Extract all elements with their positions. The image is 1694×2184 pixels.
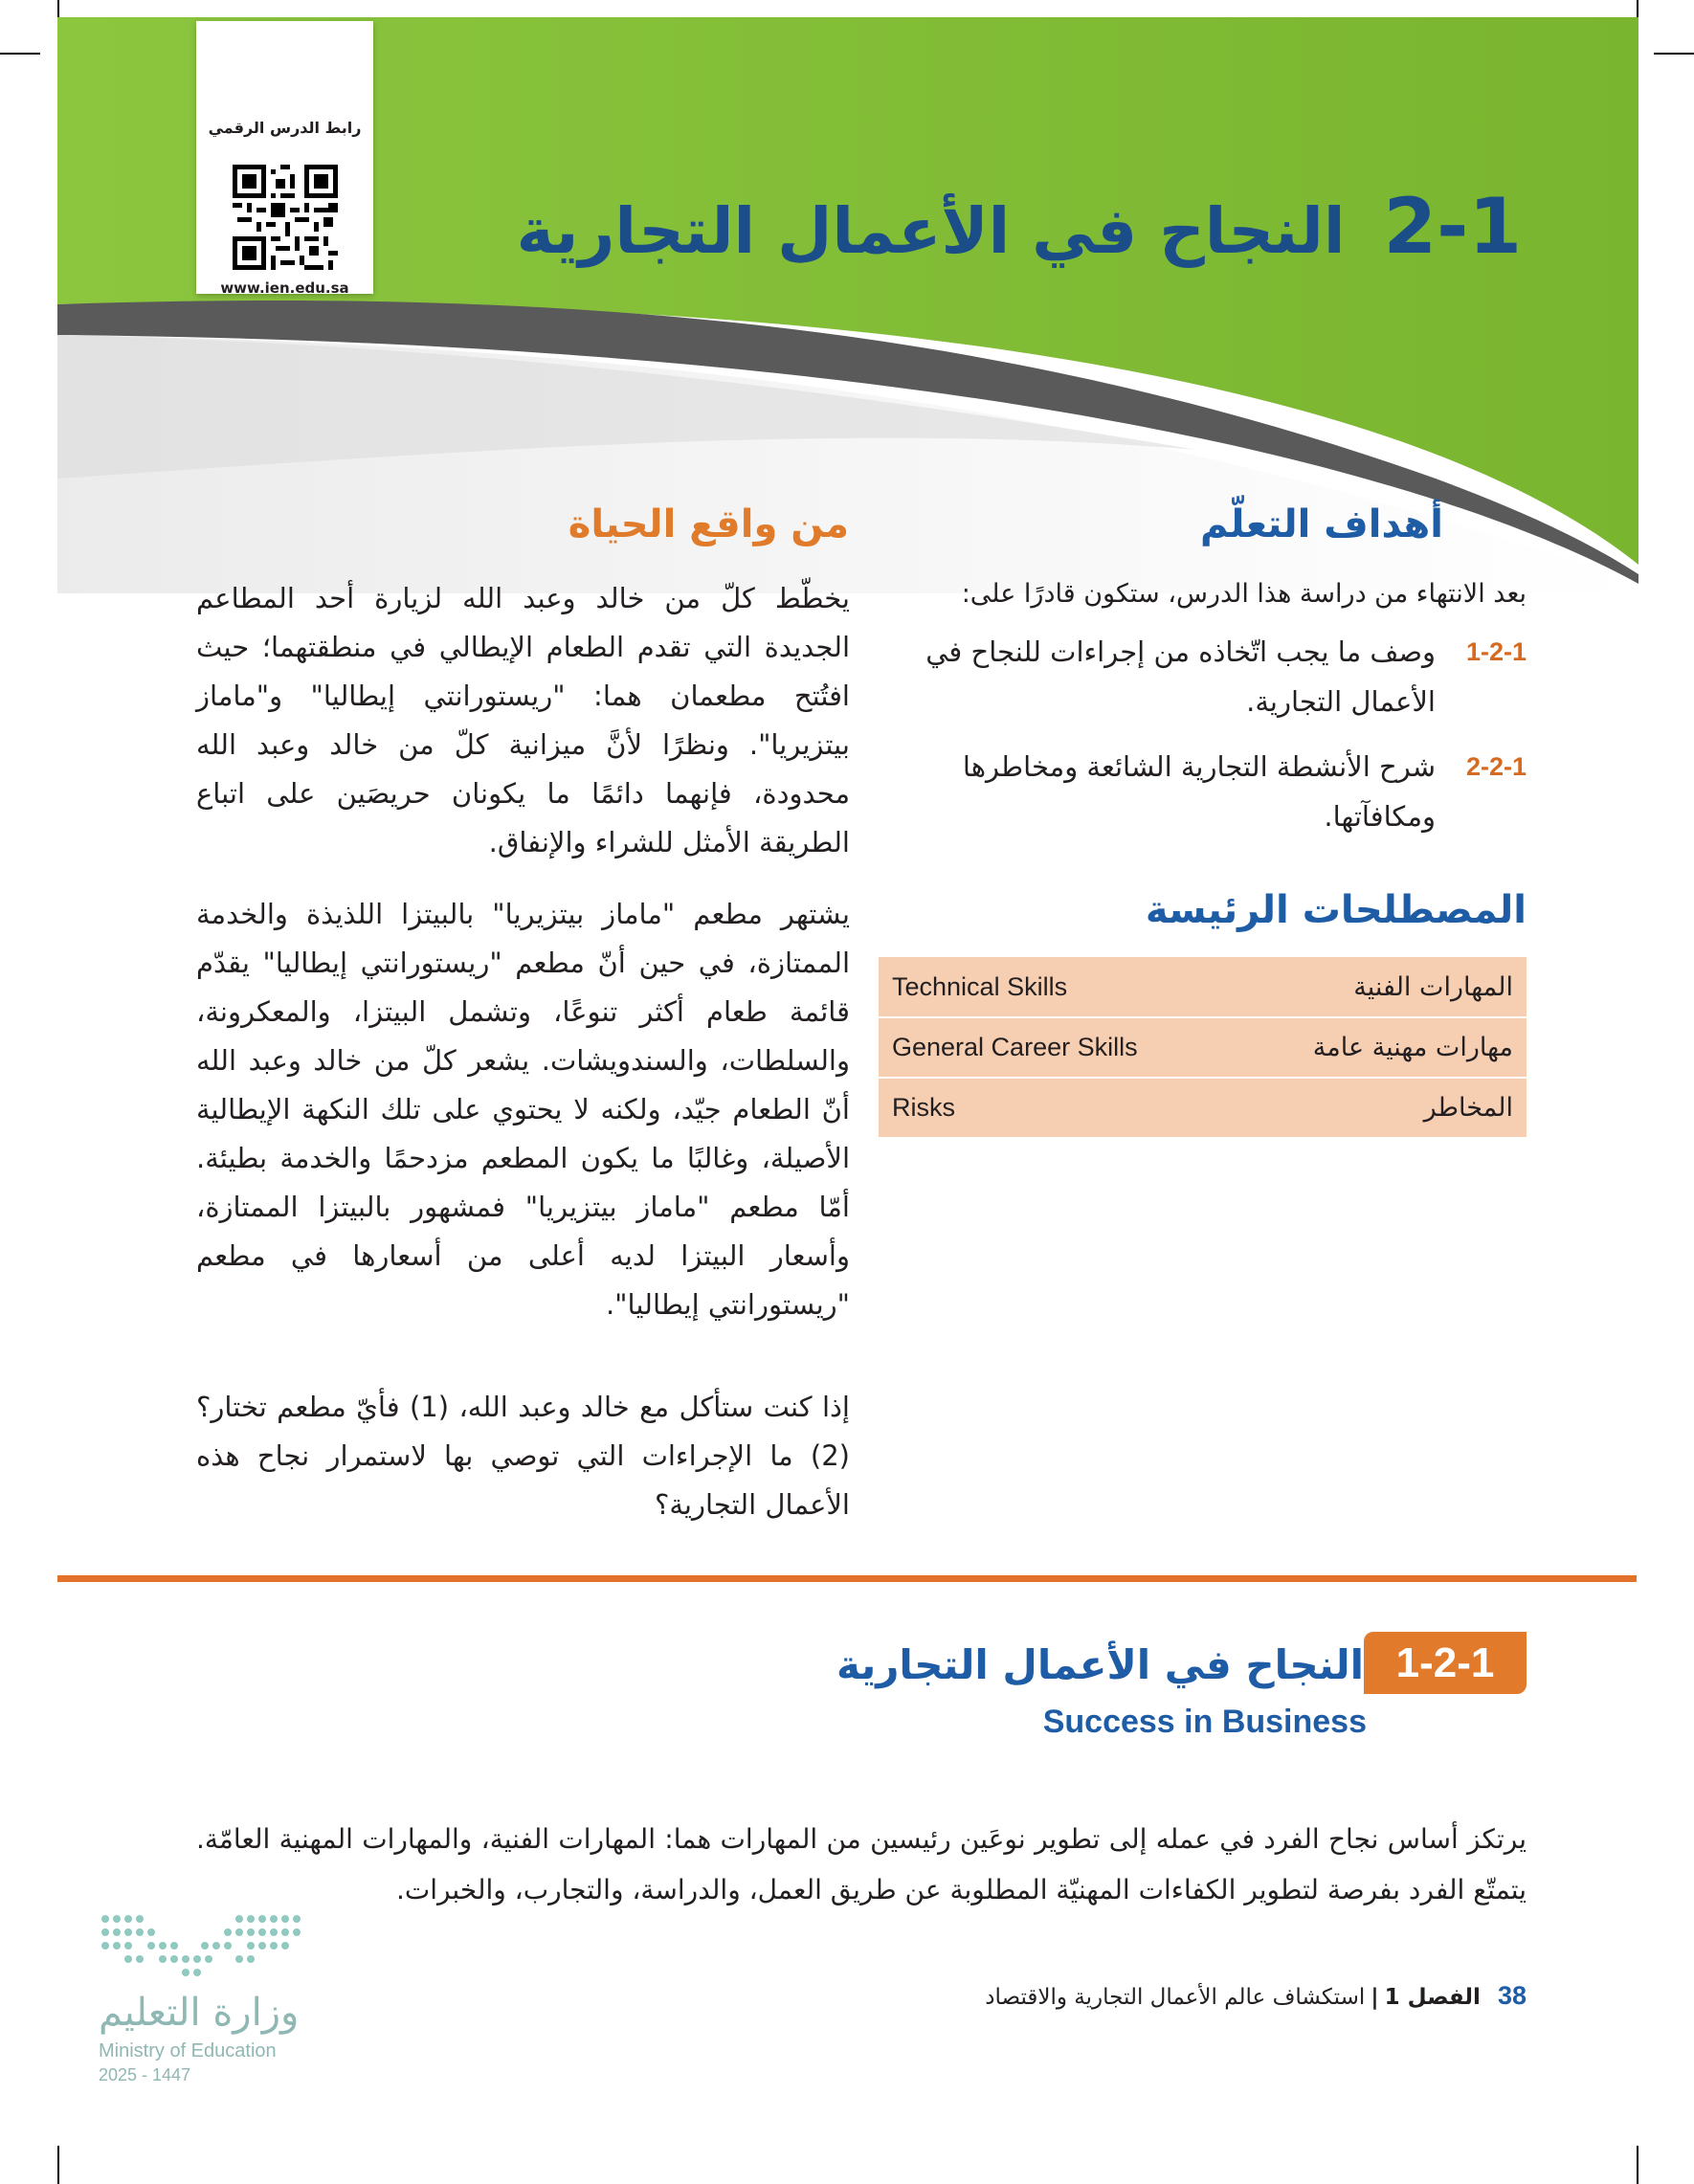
key-terms-heading: المصطلحات الرئيسة	[1145, 888, 1527, 932]
term-english: Technical Skills	[879, 957, 1232, 1017]
real-life-heading: من واقع الحياة	[568, 502, 849, 546]
lesson-title-text: النجاح في الأعمال التجارية	[516, 194, 1346, 268]
section-title-arabic: النجاح في الأعمال التجارية	[836, 1641, 1364, 1688]
key-terms-table	[879, 957, 1527, 1139]
table-row	[879, 1078, 1527, 1138]
page-footer	[985, 1981, 1527, 2011]
term-arabic: المخاطر	[1232, 1078, 1527, 1138]
real-life-paragraph: يخطّط كلّ من خالد وعبد الله لزيارة أحد المطاعم الجديدة التي تقدم الطعام الإيطالي في منطقتهما؛ حيث افتُتح مطعمان هما: "ريستورانتي إيطاليا" و"ماماز بيتزيريا". ونظرًا لأنَّ ميزانية كلّ من خالد وعبد الله محدودة، فإنهما دائمًا ما يكونان حريصَين على اتباع الطريقة الأمثل للشراء والإنفاق.	[196, 582, 850, 858]
goals-heading: أهداف التعلّم	[1200, 502, 1443, 546]
crop-mark	[57, 2146, 59, 2184]
real-life-paragraph: يشتهر مطعم "ماماز بيتزيريا" بالبيتزا اللذيذة والخدمة الممتازة، في حين أنّ مطعم "ريستورانتي إيطاليا" يقدّم قائمة طعام أكثر تنوعًا، وتشمل البيتزا، والمعكرونة، والسلطات، والسندويشات. يشعر كلّ من خالد وعبد الله أنّ الطعام جيّد، ولكنه لا يحتوي على تلك النكهة الإيطالية الأصيلة، وغالبًا ما يكون المطعم مزدحمًا والخدمة بطيئة. أمّا مطعم "ماماز بيتزيريا" فمشهور بالبيتزا الممتازة، وأسعار البيتزا لديه أعلى من أسعارها في مطعم "ريستورانتي إيطاليا".	[196, 898, 850, 1321]
chapter-title: استكشاف عالم الأعمال التجارية والاقتصاد	[985, 1985, 1366, 2010]
qr-card[interactable]	[196, 21, 373, 297]
term-arabic: مهارات مهنية عامة	[1232, 1017, 1527, 1078]
section-number-badge: 1-2-1	[1364, 1632, 1527, 1694]
goal-item	[876, 627, 1527, 732]
goal-number: 1-2-1	[1465, 637, 1527, 666]
qr-code-icon[interactable]	[233, 165, 338, 270]
ministry-year: 2025 - 1447	[99, 2065, 191, 2084]
crop-mark	[1637, 2146, 1638, 2184]
ministry-name-english: Ministry of Education	[99, 2040, 277, 2061]
real-life-question: إذا كنت ستأكل مع خالد وعبد الله، (1) فأيّ مطعم تختار؟ (2) ما الإجراءات التي توصي بها لاستمرار نجاح هذه الأعمال التجارية؟	[196, 1391, 850, 1521]
qr-label: رابط الدرس الرقمي	[208, 119, 362, 137]
goals-intro: بعد الانتهاء من دراسة هذا الدرس، ستكون قادرًا على:	[961, 579, 1527, 609]
goal-text: شرح الأنشطة التجارية الشائعة ومخاطرها ومكافآتها.	[962, 750, 1436, 833]
table-row	[879, 957, 1527, 1017]
table-row	[879, 1017, 1527, 1078]
term-english: General Career Skills	[879, 1017, 1232, 1078]
term-english: Risks	[879, 1078, 1232, 1138]
ministry-name-arabic: وزارة التعليم	[99, 1991, 300, 2035]
term-arabic: المهارات الفنية	[1232, 957, 1527, 1017]
goal-number: 2-2-1	[1465, 752, 1527, 781]
section-body-text: يرتكز أساس نجاح الفرد في عمله إلى تطوير نوعَين رئيسين من المهارات هما: المهارات الفنية، والمهارات المهنية العامّة. يتمتّع الفرد بفرصة لتطوير الكفاءات المهنيّة المطلوبة عن طريق العمل، والدراسة، والتجارب، والخبرات.	[196, 1823, 1527, 1905]
footer-separator: |	[1371, 1985, 1379, 2010]
chapter-label: الفصل 1	[1384, 1985, 1481, 2010]
section-title-english: Success in Business	[1042, 1704, 1367, 1740]
lesson-number: 2-1	[1383, 182, 1522, 271]
lesson-title	[469, 182, 1522, 271]
page-number: 38	[1497, 1981, 1527, 2010]
qr-url[interactable]: www.ien.edu.sa	[220, 279, 349, 297]
section-divider	[57, 1575, 1637, 1582]
goal-text: وصف ما يجب اتّخاذه من إجراءات للنجاح في الأعمال التجارية.	[925, 635, 1436, 718]
goal-item	[876, 742, 1527, 847]
